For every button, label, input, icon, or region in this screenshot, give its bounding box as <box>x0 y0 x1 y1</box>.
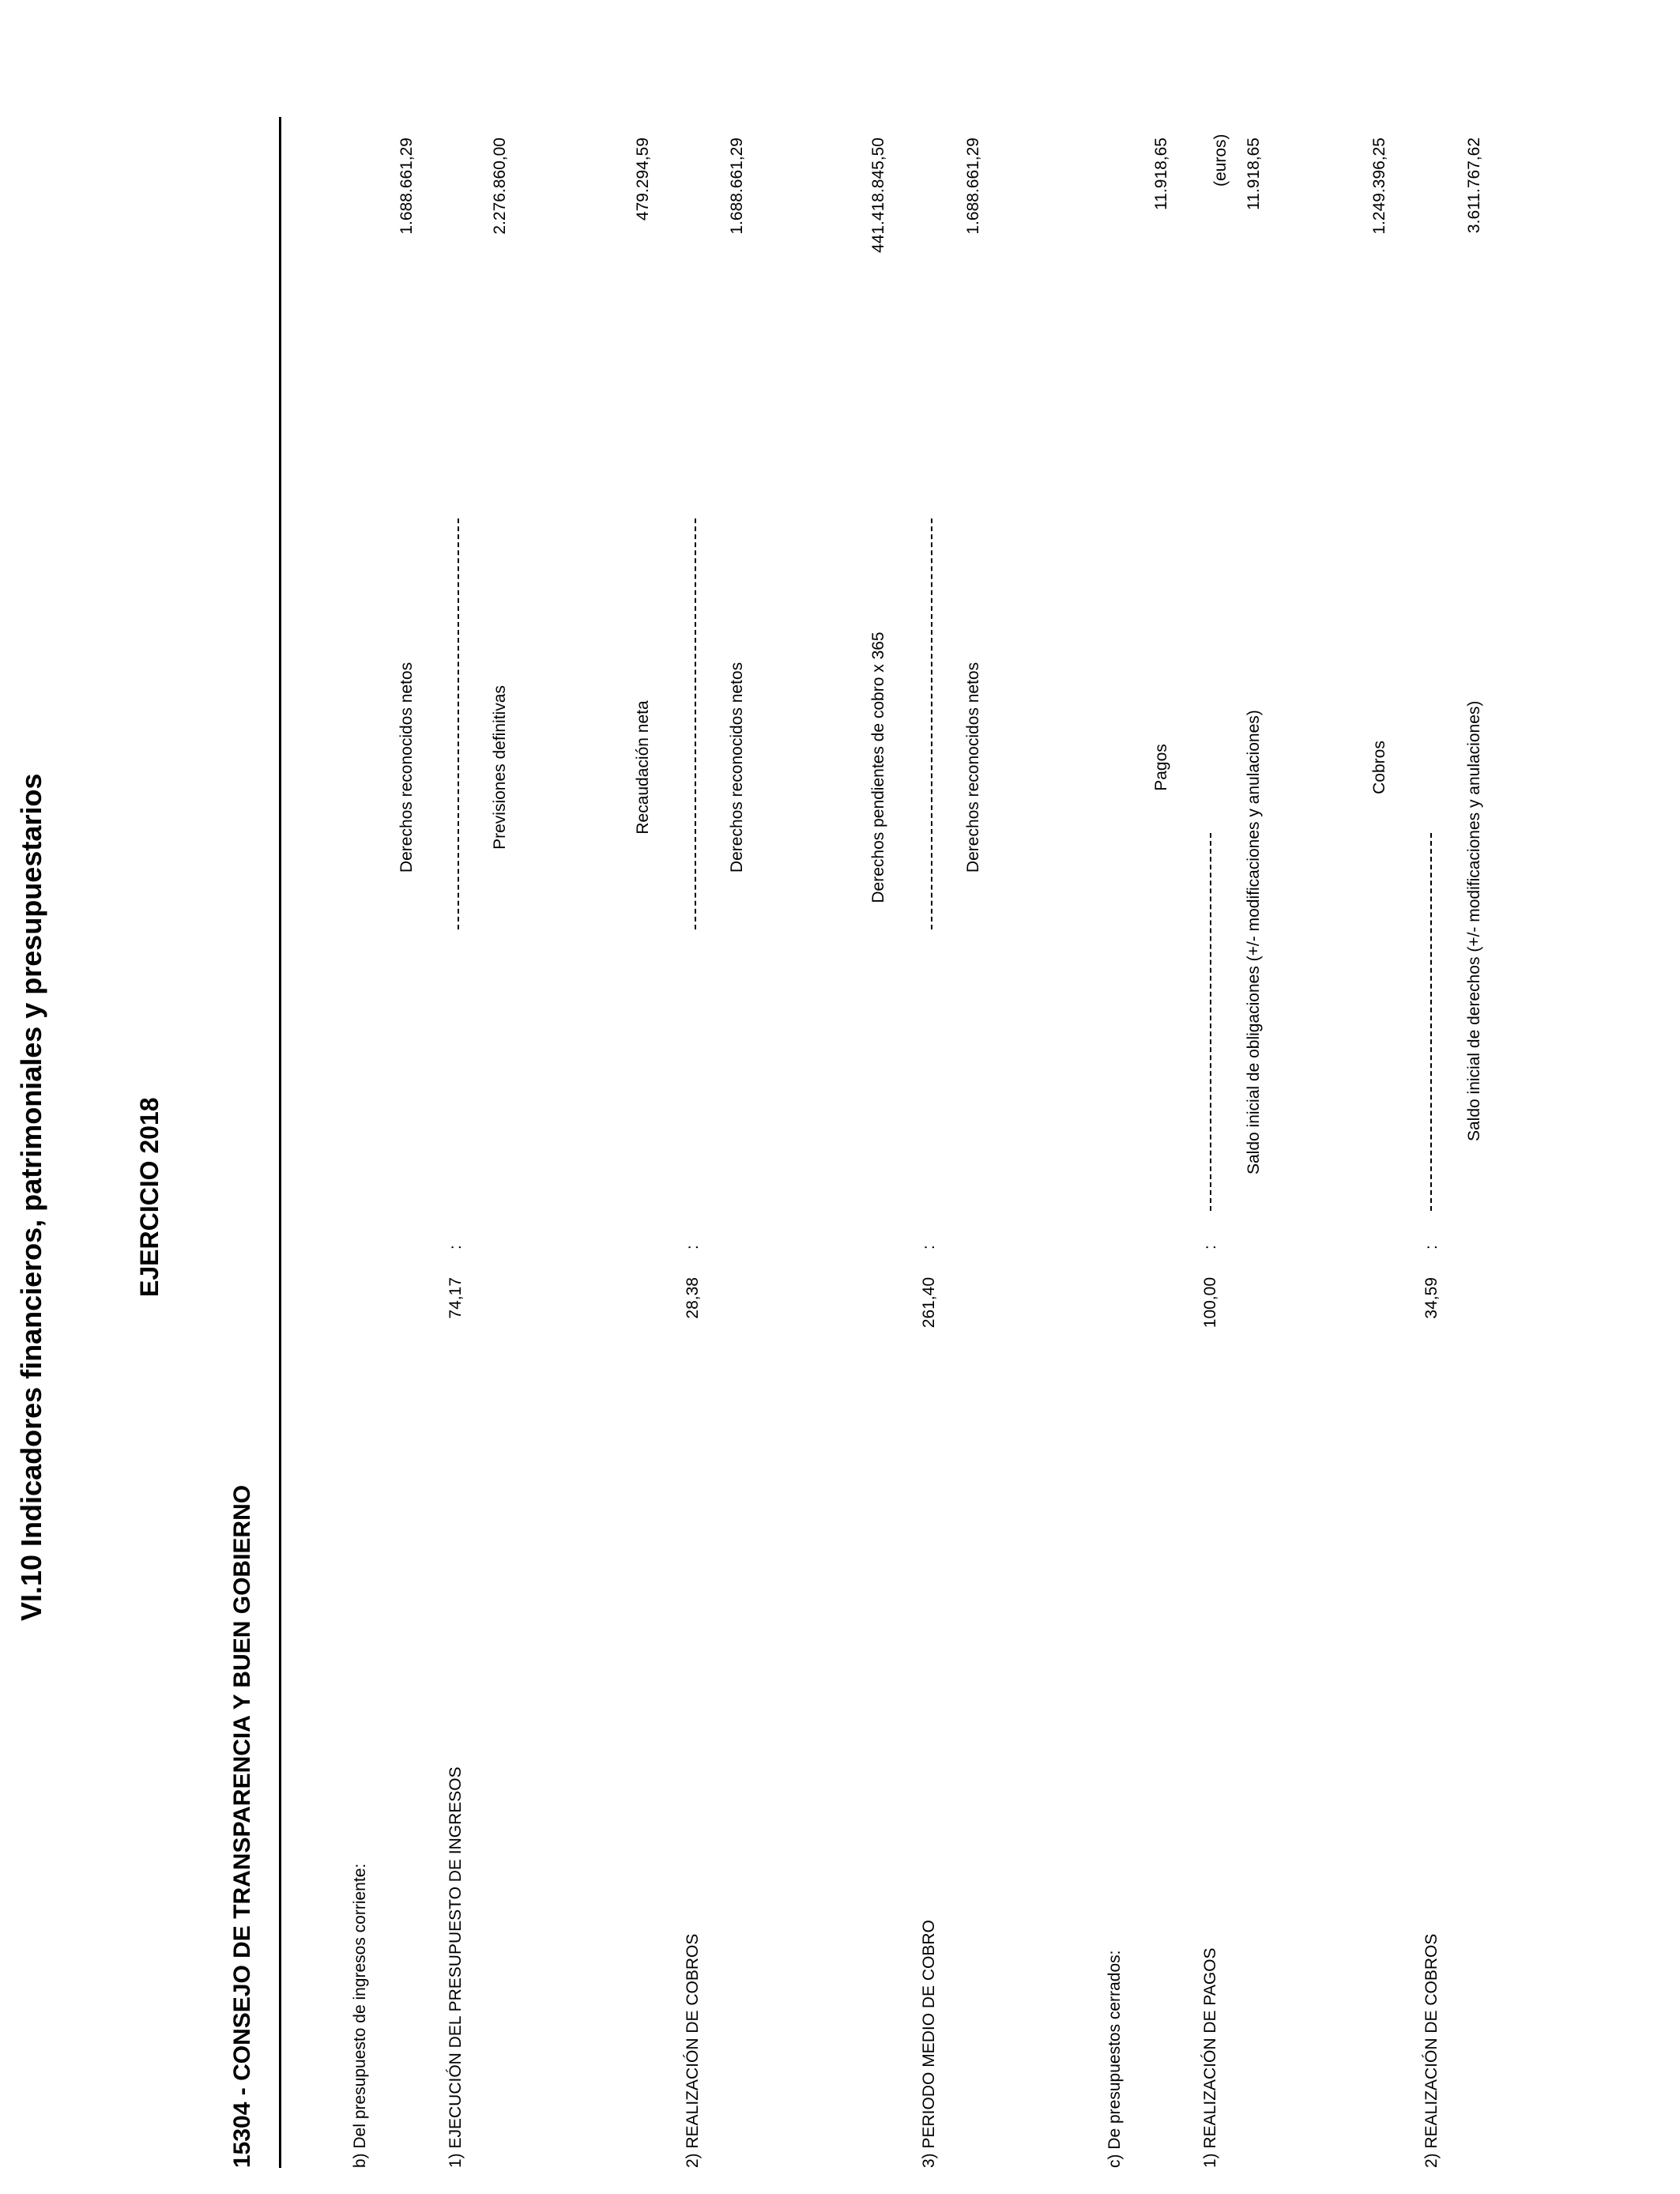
fraction-line <box>1210 833 1211 1211</box>
page-title: VI.10 Indicadores financieros, patrimoniales y presupuestarios <box>15 773 47 1621</box>
indicator-label: 2) REALIZACIÓN DE COBROS <box>684 1933 702 2168</box>
unit-label: (euros) <box>1211 134 1230 187</box>
fraction-line <box>1430 833 1432 1211</box>
section-c-heading: c) De presupuestos cerrados: <box>1106 1950 1124 2168</box>
indicator-ratio: 28,38 <box>684 1277 702 1319</box>
denominator-value: 1.688.661,29 <box>728 138 746 235</box>
fraction-line <box>458 518 459 929</box>
numerator-label: Derechos reconocidos netos <box>397 662 416 873</box>
ratio-separator: : <box>684 1245 702 1250</box>
section-b-heading: b) Del presupuesto de ingresos corriente: <box>351 1863 369 2168</box>
denominator-value: 2.276.860,00 <box>491 138 509 235</box>
denominator-label: Derechos reconocidos netos <box>964 662 982 873</box>
entity-name: 15304 - CONSEJO DE TRANSPARENCIA Y BUEN GOBIERNO <box>229 1484 255 2168</box>
indicator-ratio: 34,59 <box>1422 1277 1441 1319</box>
exercise-label: EJERCICIO 2018 <box>135 1097 164 1297</box>
denominator-label: Previsiones definitivas <box>491 685 509 850</box>
ratio-separator: : <box>446 1245 465 1250</box>
numerator-value: 479.294,59 <box>634 138 652 221</box>
numerator-value: 441.418.845,50 <box>869 138 887 253</box>
denominator-label: Saldo inicial de obligaciones (+/- modificaciones y anulaciones) <box>1245 710 1263 1174</box>
indicator-label: 2) REALIZACIÓN DE COBROS <box>1422 1933 1441 2168</box>
indicator-label: 1) REALIZACIÓN DE PAGOS <box>1201 1947 1219 2168</box>
header-rule <box>279 117 281 2168</box>
ratio-separator: : <box>1422 1245 1441 1250</box>
ratio-separator: : <box>1201 1245 1219 1250</box>
fraction-line <box>695 518 696 929</box>
numerator-value: 1.688.661,29 <box>397 138 416 235</box>
indicator-ratio: 74,17 <box>446 1277 465 1319</box>
numerator-label: Derechos pendientes de cobro x 365 <box>869 631 887 903</box>
denominator-value: 1.688.661,29 <box>964 138 982 235</box>
denominator-value: 3.611.767,62 <box>1465 138 1483 234</box>
denominator-label: Saldo inicial de derechos (+/- modificaciones y anulaciones) <box>1465 700 1483 1141</box>
numerator-label: Pagos <box>1152 744 1170 791</box>
ratio-separator: : <box>920 1245 938 1250</box>
denominator-label: Derechos reconocidos netos <box>728 662 746 873</box>
indicator-label: 3) PERIODO MEDIO DE COBRO <box>920 1920 938 2168</box>
denominator-value: 11.918,65 <box>1245 138 1263 210</box>
fraction-line <box>931 518 932 929</box>
numerator-value: 1.249.396,25 <box>1370 138 1388 235</box>
numerator-label: Recaudación neta <box>634 700 652 835</box>
indicator-ratio: 261,40 <box>920 1277 938 1329</box>
indicator-ratio: 100,00 <box>1201 1277 1219 1329</box>
numerator-value: 11.918,65 <box>1152 138 1170 210</box>
numerator-label: Cobros <box>1370 741 1388 794</box>
indicator-label: 1) EJECUCIÓN DEL PRESUPUESTO DE INGRESOS <box>446 1766 465 2168</box>
